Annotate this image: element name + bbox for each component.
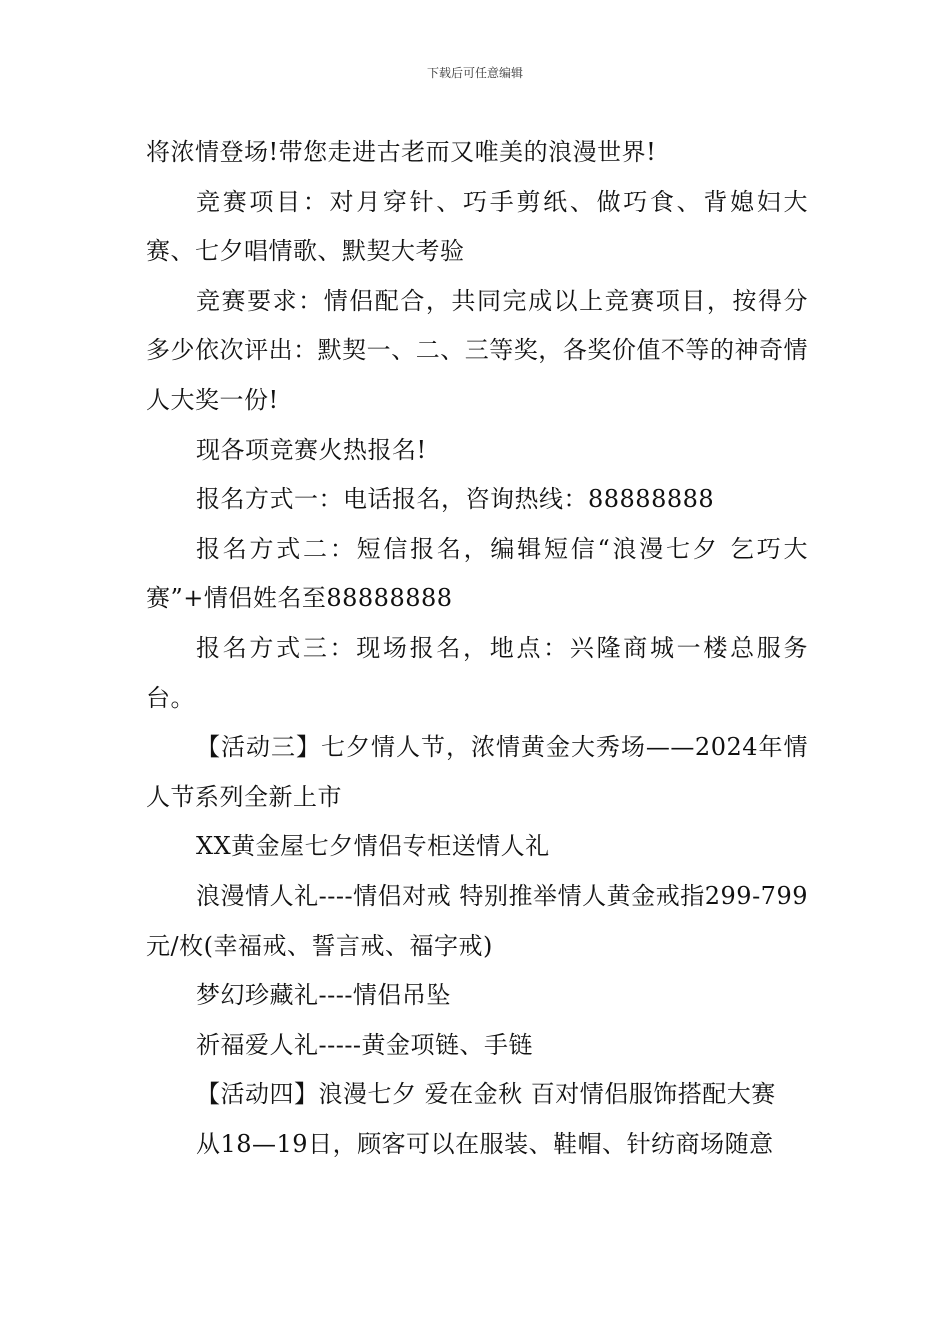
paragraph-registration-method-1: 报名方式一：电话报名，咨询热线：88888888 — [196, 485, 715, 514]
paragraph-registration-method-2: 报名方式二：短信报名，编辑短信“浪漫七夕 乞巧大赛”+情侣姓名至88888888 — [146, 534, 808, 613]
paragraph-gold-counter: XX黄金屋七夕情侣专柜送情人礼 — [196, 832, 550, 861]
paragraph-romantic-gift: 浪漫情人礼----情侣对戒 特别推举情人黄金戒指299-799元/枚(幸福戒、誓言戒、福字戒) — [146, 881, 808, 960]
paragraph-activity-4-title: 【活动四】浪漫七夕 爱在金秋 百对情侣服饰搭配大赛 — [196, 1080, 776, 1109]
paragraph-registration-method-3: 报名方式三：现场报名，地点：兴隆商城一楼总服务台。 — [146, 633, 808, 712]
header-note: 下载后可任意编辑 — [426, 66, 523, 80]
paragraph-dream-gift: 梦幻珍藏礼----情侣吊坠 — [196, 981, 451, 1010]
paragraph-competition-items: 竞赛项目：对月穿针、巧手剪纸、做巧食、背媳妇大赛、七夕唱情歌、默契大考验 — [146, 187, 808, 266]
paragraph-registration-open: 现各项竞赛火热报名! — [196, 435, 427, 464]
paragraph-activity-3-title: 【活动三】七夕情人节，浓情黄金大秀场——2024年情人节系列全新上市 — [146, 733, 808, 811]
paragraph-activity-4-detail: 从18—19日，顾客可以在服装、鞋帽、针纺商场随意 — [196, 1129, 774, 1158]
paragraph-continuation: 将浓情登场!带您走进古老而又唯美的浪漫世界! — [146, 138, 657, 166]
paragraph-blessing-gift: 祈福爱人礼-----黄金项链、手链 — [196, 1030, 534, 1059]
document-body — [146, 128, 808, 1169]
paragraph-competition-rules: 竞赛要求：情侣配合，共同完成以上竞赛项目，按得分多少依次评出：默契一、二、三等奖，各奖价值不等的神奇情人大奖一份! — [146, 286, 808, 414]
